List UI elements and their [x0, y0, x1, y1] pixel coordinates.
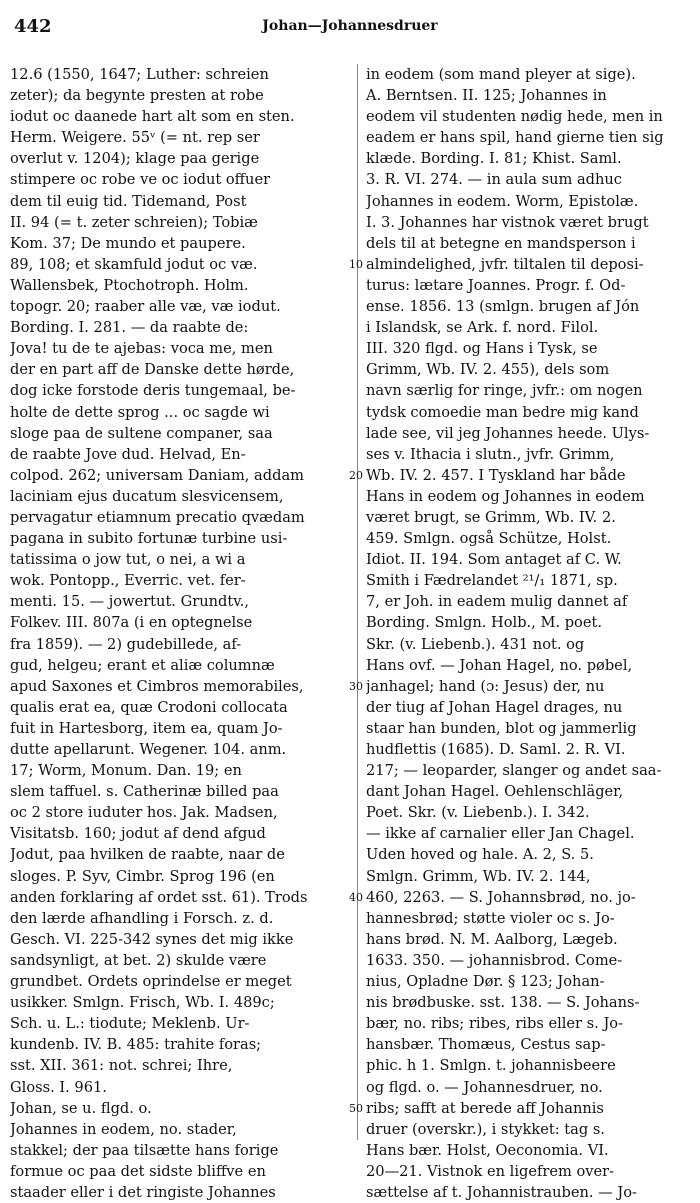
- left-column: [10, 64, 350, 1203]
- text-line: Bording. I. 281. — da raabte de:: [10, 319, 249, 337]
- text-line: 7, er Joh. in eadem mulig dannet af: [366, 593, 628, 611]
- text-line: colpod. 262; universam Daniam, addam: [10, 466, 304, 484]
- text-line: wok. Pontopp., Everric. vet. fer-: [10, 572, 246, 590]
- text-line: in eodem (som mand pleyer at sige).: [366, 66, 636, 83]
- text-line: staader eller i det ringiste Johannes: [10, 1183, 276, 1201]
- text-line: apud Saxones et Cimbros memorabiles,: [10, 677, 304, 695]
- text-line: der en part aff de Danske dette hørde,: [10, 361, 295, 379]
- text-line: fra 1859). — 2) gudebillede, af-: [10, 635, 242, 653]
- text-line: A. Berntsen. II. 125; Johannes in: [366, 87, 607, 105]
- text-line: formue oc paa det sidste bliffve en: [10, 1162, 266, 1180]
- text-line: Jova! tu de te ajebas: voca me, men: [10, 340, 273, 358]
- running-head: Johan—Johannesdruer: [262, 18, 438, 34]
- text-line: Uden hoved og hale. A. 2, S. 5.: [366, 846, 594, 864]
- text-line: 3. R. VI. 274. — in aula sum adhuc: [366, 171, 622, 189]
- text-line: Kom. 37; De mundo et paupere.: [10, 234, 246, 252]
- text-line: usikker. Smlgn. Frisch, Wb. I. 489c;: [10, 994, 275, 1012]
- text-line: den lærde afhandling i Forsch. z. d.: [10, 909, 274, 927]
- text-line: ense. 1856. 13 (smlgn. brugen af Jón: [366, 298, 640, 316]
- text-line: de raabte Jove dud. Helvad, En-: [10, 445, 246, 463]
- text-line: eadem er hans spil, hand gierne tien sig: [366, 129, 664, 147]
- text-line: eodem vil studenten nødig hede, men in: [366, 108, 663, 126]
- text-line: sættelse af t. Johannistrauben. — Jo-: [366, 1183, 637, 1201]
- text-line: dem til euig tid. Tidemand, Post: [10, 192, 247, 210]
- text-line: 459. Smlgn. også Schütze, Holst.: [366, 530, 612, 548]
- page-header: [0, 0, 700, 46]
- text-line: pervagatur etiamnum precatio qvædam: [10, 508, 305, 526]
- text-line: iodut oc daanede hart alt som en sten.: [10, 108, 295, 126]
- text-line: Poet. Skr. (v. Liebenb.). I. 342.: [366, 804, 590, 822]
- line-number: 10: [349, 257, 363, 271]
- text-line: Smith i Fædrelandet ²¹/₁ 1871, sp.: [366, 572, 618, 590]
- text-line: været brugt, se Grimm, Wb. IV. 2.: [366, 508, 616, 526]
- text-line: Gesch. VI. 225-342 synes det mig ikke: [10, 930, 294, 948]
- text-line: Idiot. II. 194. Som antaget af C. W.: [366, 551, 622, 569]
- text-line: Grimm, Wb. IV. 2. 455), dels som: [366, 361, 610, 379]
- text-line: Hans bær. Holst, Oeconomia. VI.: [366, 1141, 609, 1159]
- text-line: Folkev. III. 807a (i en optegnelse: [10, 614, 253, 632]
- text-line: hansbær. Thomæus, Cestus sap-: [366, 1036, 606, 1054]
- text-line: oc 2 store iuduter hos. Jak. Madsen,: [10, 804, 278, 822]
- column-divider: [357, 64, 358, 1140]
- text-line: Hans ovf. — Johan Hagel, no. pøbel,: [366, 656, 633, 674]
- text-line: Gloss. I. 961.: [10, 1078, 107, 1096]
- text-line: lade see, vil jeg Johannes heede. Ulys-: [366, 424, 650, 442]
- text-line: III. 320 flgd. og Hans i Tysk, se: [366, 340, 598, 358]
- text-line: sloge paa de sultene companer, saa: [10, 424, 273, 442]
- text-line: Bording. Smlgn. Holb., M. poet.: [366, 614, 602, 632]
- text-line: dog icke forstode deris tungemaal, be-: [10, 382, 296, 400]
- text-line: 20—21. Vistnok en ligefrem over-: [366, 1162, 615, 1180]
- text-line: stimpere oc robe ve oc iodut offuer: [10, 171, 271, 189]
- text-line: klæde. Bording. I. 81; Khist. Saml.: [366, 150, 622, 168]
- text-line: hannesbrød; støtte violer oc s. Jo-: [366, 909, 615, 927]
- text-line: I. 3. Johannes har vistnok været brugt: [366, 213, 649, 231]
- text-line: janhagel; hand (ɔ: Jesus) der, nu: [366, 677, 605, 695]
- text-line: Visitatsb. 160; jodut af dend afgud: [10, 825, 266, 843]
- text-line: — ikke af carnalier eller Jan Chagel.: [366, 825, 635, 843]
- text-line: laciniam ejus ducatum slesvicensem,: [10, 487, 284, 505]
- text-line: nis brødbuske. sst. 138. — S. Johans-: [366, 994, 640, 1012]
- text-line: Johannes in eodem. Worm, Epistolæ.: [366, 192, 639, 210]
- text-line: ribs; safft at berede aff Johannis: [366, 1099, 604, 1117]
- text-line: 89, 108; et skamfuld jodut oc væ.: [10, 255, 258, 273]
- text-line: bær, no. ribs; ribes, ribs eller s. Jo-: [366, 1015, 624, 1033]
- right-column: [366, 64, 692, 1203]
- text-line: Johan, se u. flgd. o.: [10, 1099, 152, 1117]
- text-line: kundenb. IV. B. 485: trahite foras;: [10, 1036, 262, 1054]
- text-line: 1633. 350. — johannisbrod. Come-: [366, 951, 623, 969]
- text-line: 17; Worm, Monum. Dan. 19; en: [10, 762, 242, 780]
- text-line: sloges. P. Syv, Cimbr. Sprog 196 (en: [10, 867, 275, 885]
- text-line: hudflettis (1685). D. Saml. 2. R. VI.: [366, 741, 626, 758]
- text-line: ses v. Ithacia i slutn., jvfr. Grimm,: [366, 445, 615, 463]
- text-line: nius, Opladne Dør. § 123; Johan-: [366, 973, 605, 991]
- text-line: tydsk comoedie man bedre mig kand: [366, 403, 639, 421]
- text-line: tatissima o jow tut, o nei, a wi a: [10, 551, 246, 569]
- text-line: 12.6 (1550, 1647; Luther: schreien: [10, 66, 269, 83]
- text-line: turus: lætare Joannes. Progr. f. Od-: [366, 276, 626, 294]
- text-line: i Islandsk, se Ark. f. nord. Filol.: [366, 319, 599, 337]
- text-line: dutte apellarunt. Wegener. 104. anm.: [10, 741, 287, 758]
- line-number: 30: [349, 679, 363, 693]
- text-line: Sch. u. L.: tiodute; Meklenb. Ur-: [10, 1015, 250, 1033]
- text-line: dels til at betegne en mandsperson i: [366, 234, 636, 252]
- text-line: almindelighed, jvfr. tiltalen til deposi-: [366, 255, 644, 273]
- text-line: zeter); da begynte presten at robe: [10, 87, 264, 105]
- text-line: dant Johan Hagel. Oehlenschläger,: [366, 783, 624, 801]
- text-line: hans brød. N. M. Aalborg, Lægeb.: [366, 930, 618, 948]
- text-line: Wb. IV. 2. 457. I Tyskland har både: [366, 466, 626, 484]
- text-line: sandsynligt, at bet. 2) skulde være: [10, 951, 267, 969]
- text-line: Herm. Weigere. 55ᵛ (= nt. rep ser: [10, 129, 260, 147]
- text-line: holte de dette sprog ... oc sagde wi: [10, 403, 270, 421]
- text-line: gud, helgeu; erant et aliæ columnæ: [10, 656, 275, 674]
- text-line: Jodut, paa hvilken de raabte, naar de: [10, 846, 285, 864]
- text-line: der tiug af Johan Hagel drages, nu: [366, 698, 623, 716]
- text-line: slem taffuel. s. Catherinæ billed paa: [10, 783, 279, 801]
- text-line: qualis erat ea, quæ Crodoni collocata: [10, 698, 288, 716]
- text-line: 217; — leoparder, slanger og andet saa-: [366, 762, 662, 780]
- text-line: 460, 2263. — S. Johannsbrød, no. jo-: [366, 888, 636, 906]
- text-line: overlut v. 1204); klage paa gerige: [10, 150, 260, 168]
- text-line: grundbet. Ordets oprindelse er meget: [10, 973, 292, 991]
- text-line: Skr. (v. Liebenb.). 431 not. og: [366, 635, 585, 653]
- page-number: 442: [14, 16, 52, 37]
- text-line: navn særlig for ringe, jvfr.: om nogen: [366, 382, 643, 400]
- text-line: topogr. 20; raaber alle væ, væ iodut.: [10, 298, 281, 316]
- text-line: Johannes in eodem, no. stader,: [10, 1120, 237, 1138]
- line-number: 20: [349, 468, 363, 482]
- text-line: menti. 15. — jowertut. Grundtv.,: [10, 593, 250, 611]
- text-line: stakkel; der paa tilsætte hans forige: [10, 1141, 279, 1159]
- text-line: staar han bunden, blot og jammerlig: [366, 719, 637, 737]
- text-line: sst. XII. 361: not. schrei; Ihre,: [10, 1057, 233, 1075]
- text-line: druer (overskr.), i stykket: tag s.: [366, 1120, 605, 1138]
- text-line: phic. h 1. Smlgn. t. johannisbeere: [366, 1057, 616, 1075]
- line-number: 50: [349, 1101, 363, 1115]
- text-line: og flgd. o. — Johannesdruer, no.: [366, 1078, 603, 1096]
- text-line: Smlgn. Grimm, Wb. IV. 2. 144,: [366, 867, 591, 885]
- text-line: pagana in subito fortunæ turbine usi-: [10, 530, 288, 548]
- text-line: Hans in eodem og Johannes in eodem: [366, 487, 645, 505]
- text-line: anden forklaring af ordet sst. 61). Trods: [10, 888, 308, 906]
- text-line: II. 94 (= t. zeter schreien); Tobiæ: [10, 213, 258, 231]
- text-line: Wallensbek, Ptochotroph. Holm.: [10, 276, 249, 294]
- line-number: 40: [349, 890, 363, 904]
- text-line: fuit in Hartesborg, item ea, quam Jo-: [10, 719, 283, 737]
